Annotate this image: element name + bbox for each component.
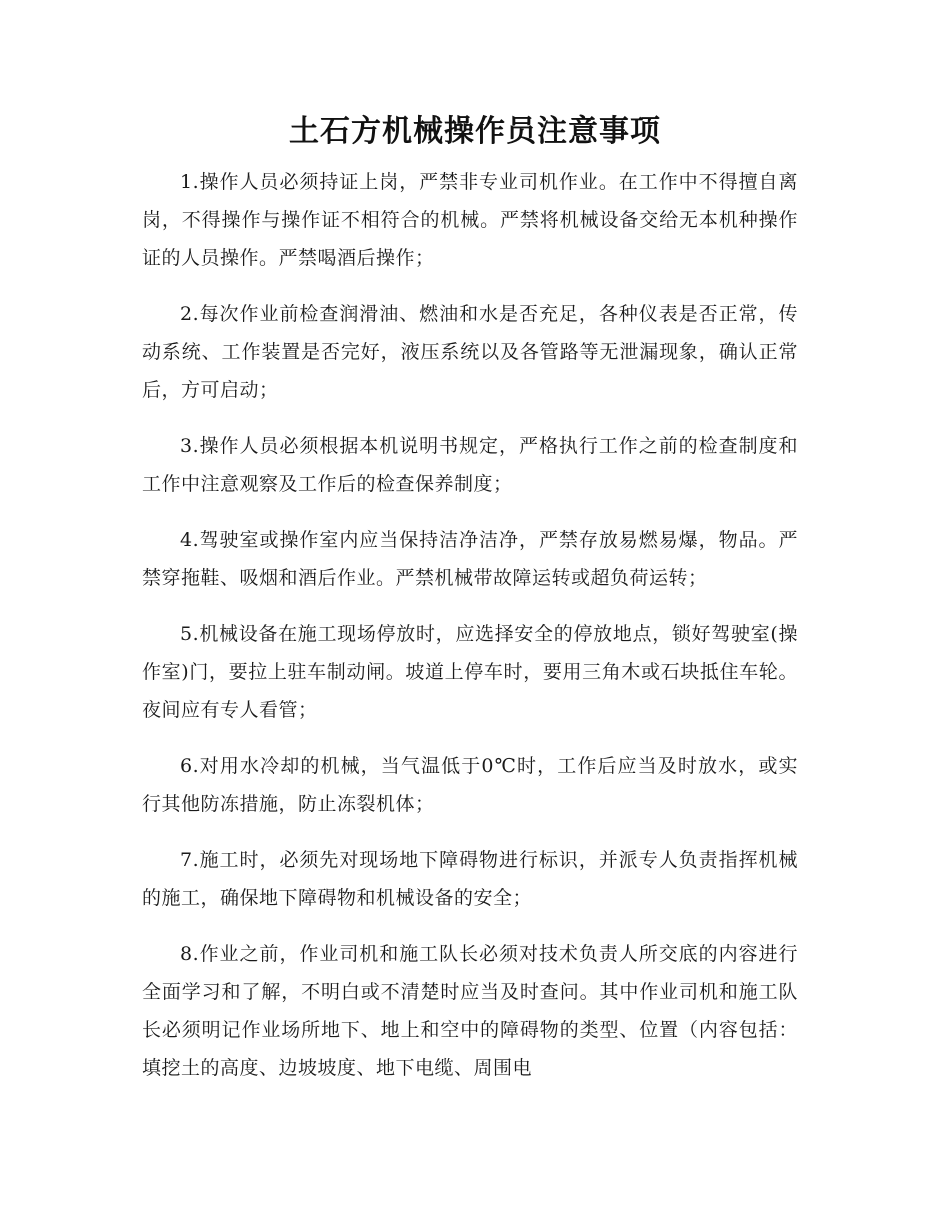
paragraph-2: 2.每次作业前检查润滑油、燃油和水是否充足，各种仪表是否正常，传动系统、工作装置是否完好，液压系统以及各管路等无泄漏现象，确认正常后，方可启动；	[142, 303, 798, 401]
paragraph-8: 8.作业之前，作业司机和施工队长必须对技术负责人所交底的内容进行全面学习和了解，不明白或不清楚时应当及时查问。其中作业司机和施工队长必须明记作业场所地下、地上和空中的障碍物的类型、位置（内容包括：填挖土的高度、边坡坡度、地下电缆、周围电	[142, 943, 798, 1079]
paragraph-5: 5.机械设备在施工现场停放时，应选择安全的停放地点，锁好驾驶室(操作室)门，要拉上驻车制动闸。坡道上停车时，要用三角木或石块抵住车轮。夜间应有专人看管；	[142, 623, 798, 721]
document-body	[142, 163, 798, 1105]
paragraph-4: 4.驾驶室或操作室内应当保持洁净洁净，严禁存放易燃易爆，物品。严禁穿拖鞋、吸烟和酒后作业。严禁机械带故障运转或超负荷运转；	[142, 529, 798, 589]
document-title: 土石方机械操作员注意事项	[289, 114, 661, 149]
paragraph-1: 1.操作人员必须持证上岗，严禁非专业司机作业。在工作中不得擅自离岗，不得操作与操作证不相符合的机械。严禁将机械设备交给无本机种操作证的人员操作。严禁喝酒后操作；	[142, 171, 798, 269]
paragraph-6: 6.对用水冷却的机械，当气温低于0℃时，工作后应当及时放水，或实行其他防冻措施，防止冻裂机体；	[142, 755, 798, 815]
paragraph-7: 7.施工时，必须先对现场地下障碍物进行标识，并派专人负责指挥机械的施工，确保地下障碍物和机械设备的安全；	[142, 849, 798, 909]
paragraph-3: 3.操作人员必须根据本机说明书规定，严格执行工作之前的检查制度和工作中注意观察及工作后的检查保养制度；	[142, 435, 798, 495]
